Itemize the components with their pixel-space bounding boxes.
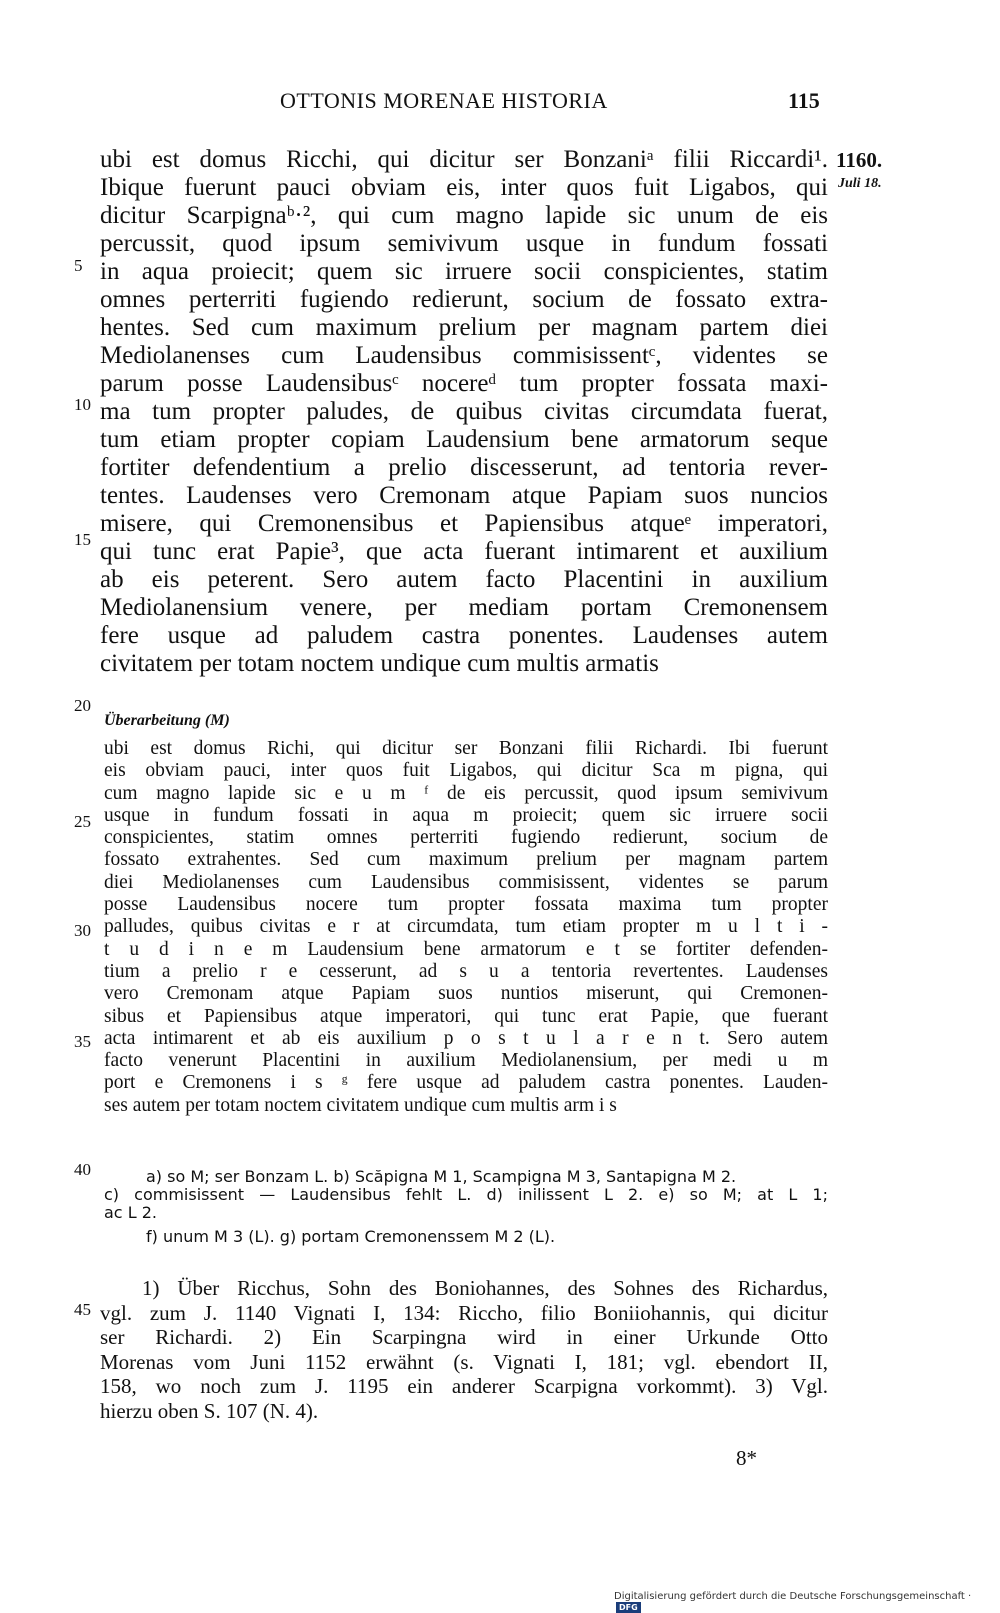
apparatus-line: ac L 2.: [104, 1203, 157, 1222]
text-line: parum posse Laudensibusᶜ nocereᵈ tum propter fossata maxi-: [100, 370, 828, 397]
dfg-logo-icon: DFG: [616, 1602, 641, 1613]
page-title: OTTONIS MORENAE HISTORIA: [280, 88, 608, 113]
text-line: misere, qui Cremonensibus et Papiensibus atqueᵉ imperatori,: [100, 510, 828, 537]
margin-year: 1160.: [836, 148, 883, 172]
revision-line: tium a prelio r e cesserunt, ad s u a tentoria revertentes. Laudenses: [104, 960, 828, 982]
text-line: hentes. Sed cum maximum prelium per magnam partem diei: [100, 314, 828, 341]
revision-line: usque in fundum fossati in aqua m proiecit; quem sic irruere socii: [104, 804, 828, 826]
line-number: 5: [74, 256, 83, 275]
text-line: ab eis peterent. Sero autem facto Placentini in auxilium: [100, 566, 828, 593]
text-line: Mediolanensium venere, per mediam portam Cremonensem: [100, 594, 828, 621]
revision-line: posse Laudensibus nocere tum propter fossata maxima tum propter: [104, 894, 828, 916]
line-number: 25: [74, 812, 91, 831]
apparatus-line: a) so M; ser Bonzam L. b) Scăpigna M 1, Scampigna M 3, Santapigna M 2.: [146, 1167, 737, 1186]
revision-line: vero Cremonam atque Papiam suos nuntios miserunt, qui Cremonen-: [104, 983, 828, 1005]
margin-date: Juli 18.: [838, 176, 882, 191]
text-line: Ibique fuerunt pauci obviam eis, inter quos fuit Ligabos, qui: [100, 174, 828, 201]
line-number: 20: [74, 696, 91, 715]
line-number: 45: [74, 1300, 91, 1319]
critical-apparatus: [104, 1168, 828, 1246]
footer: [614, 1591, 1000, 1613]
text-line: civitatem per totam noctem undique cum multis armatis: [100, 650, 659, 677]
revision-line: sibus et Papiensibus atque imperatori, qui tunc erat Papie, que fuerant: [104, 1005, 828, 1027]
line-number: 30: [74, 921, 91, 940]
note-line: vgl. zum J. 1140 Vignati I, 134: Riccho, filio Boniiohannis, qui dicitur: [100, 1300, 828, 1325]
line-number: 35: [74, 1032, 91, 1051]
revision-line: acta intimarent et ab eis auxilium p o s t u l a r e n t. Sero autem: [104, 1027, 828, 1049]
note-line: hierzu oben S. 107 (N. 4).: [100, 1398, 319, 1423]
revision-line: diei Mediolanenses cum Laudensibus commisissent, videntes se parum: [104, 871, 828, 893]
text-line: tentes. Laudenses vero Cremonam atque Papiam suos nuncios: [100, 482, 828, 509]
revision-line: ses autem per totam noctem civitatem undique cum multis arm i s: [104, 1094, 617, 1116]
revision-heading: Überarbeitung (M): [104, 712, 230, 729]
revision-line: facto venerunt Placentini in auxilium Mediolanensium, per medi u m: [104, 1050, 828, 1072]
revision-line: ubi est domus Richi, qui dicitur ser Bonzani filii Richardi. Ibi fuerunt: [104, 738, 828, 759]
signature-mark: 8*: [736, 1446, 757, 1470]
text-line: fortiter defendentium a prelio discesserunt, ad tentoria rever-: [100, 454, 828, 481]
text-line: omnes perterriti fugiendo redierunt, socium de fossato extra-: [100, 286, 828, 313]
main-text: [100, 146, 828, 678]
line-number: 15: [74, 530, 91, 549]
revision-text: [104, 738, 828, 1117]
page-number: 115: [788, 88, 820, 113]
text-line: ubi est domus Ricchi, qui dicitur ser Bonzaniᵃ filii Riccardi¹.: [100, 146, 828, 173]
text-line: fere usque ad paludem castra ponentes. Laudenses autem: [100, 622, 828, 649]
note-line: 1) Über Ricchus, Sohn des Boniohannes, des Sohnes des Richardus,: [142, 1276, 828, 1300]
note-line: ser Richardi. 2) Ein Scarpingna wird in einer Urkunde Otto: [100, 1325, 828, 1349]
revision-line: conspicientes, statim omnes perterriti fugiendo redierunt, socium de: [104, 827, 828, 849]
apparatus-line: f) unum M 3 (L). g) portam Cremonenssem M 2 (L).: [146, 1227, 556, 1246]
revision-line: fossato extrahentes. Sed cum maximum prelium per magnam partem: [104, 849, 828, 871]
text-line: in aqua proiecit; quem sic irruere socii conspicientes, statim: [100, 258, 828, 285]
revision-line: cum magno lapide sic e u m ᶠ de eis percussit, quod ipsum semivivum: [104, 782, 828, 804]
text-line: percussit, quod ipsum semivivum usque in fundum fossati: [100, 230, 828, 257]
revision-line: eis obviam pauci, inter quos fuit Ligabos, qui dicitur Sca m pigna, qui: [104, 760, 828, 782]
text-line: Mediolanenses cum Laudensibus commisissentᶜ, videntes se: [100, 342, 828, 369]
revision-line: port e Cremonens i s ᵍ fere usque ad paludem castra ponentes. Lauden-: [104, 1072, 828, 1094]
note-line: 158, wo noch zum J. 1195 ein anderer Scarpigna vorkommt). 3) Vgl.: [100, 1374, 828, 1398]
text-line: qui tunc erat Papie³, que acta fuerant intimarent et auxilium: [100, 538, 828, 565]
footer-text: Digitalisierung gefördert durch die Deutsche Forschungsgemeinschaft ·: [614, 1591, 972, 1602]
explanatory-notes: [100, 1276, 828, 1423]
revision-line: t u d i n e m Laudensium bene armatorum e t se fortiter defenden-: [104, 938, 828, 960]
text-line: ma tum propter paludes, de quibus civitas circumdata fuerat,: [100, 398, 828, 425]
revision-line: palludes, quibus civitas e r at circumdata, tum etiam propter m u l t i -: [104, 916, 828, 938]
note-line: Morenas vom Juni 1152 erwähnt (s. Vignati I, 181; vgl. ebendort II,: [100, 1349, 828, 1374]
line-number: 10: [74, 395, 91, 414]
text-line: dicitur Scarpignaᵇ·², qui cum magno lapide sic unum de eis: [100, 202, 828, 229]
line-number: 40: [74, 1160, 91, 1179]
text-line: tum etiam propter copiam Laudensium bene armatorum seque: [100, 426, 828, 453]
apparatus-line: c) commisissent — Laudensibus fehlt L. d) inilissent L 2. e) so M; at L 1;: [104, 1185, 828, 1204]
